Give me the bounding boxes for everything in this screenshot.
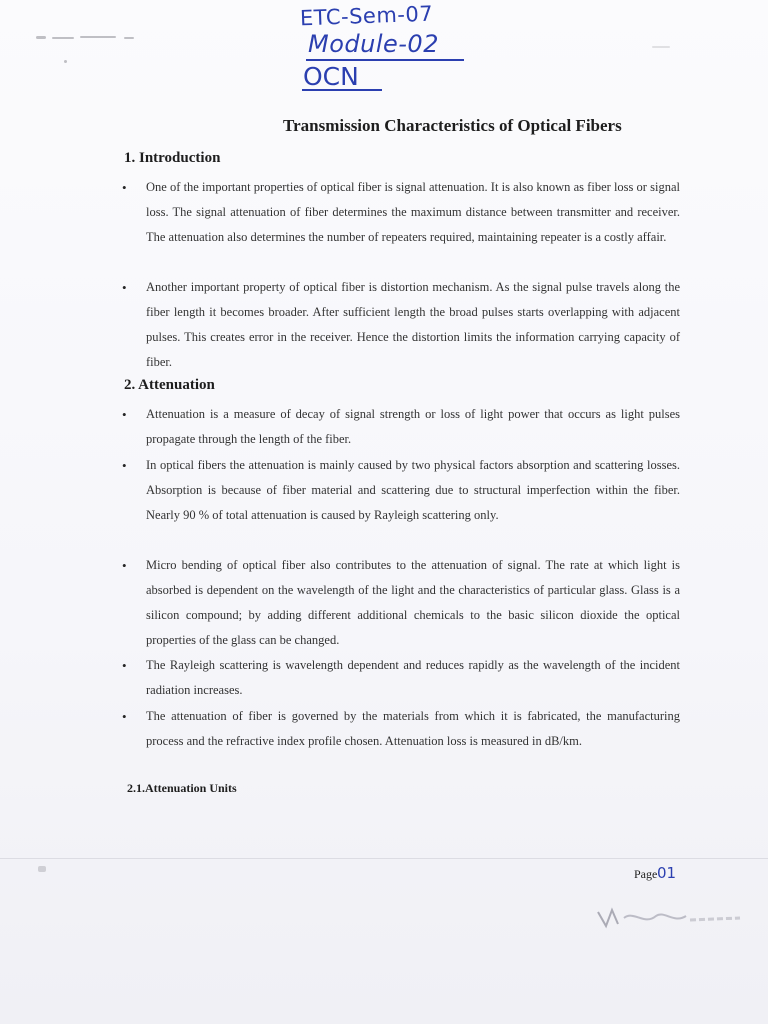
scan-smudge bbox=[38, 866, 46, 872]
scan-smudge bbox=[80, 36, 116, 38]
attenuation-paragraph-5: The attenuation of fiber is governed by the materials from which it is fabricated, the manufacturing process and the refractive index profile chosen. Attenuation loss is measured in dB/km. bbox=[146, 709, 680, 748]
bullet-marker: • bbox=[122, 558, 127, 573]
handwritten-underline bbox=[302, 89, 382, 91]
bullet-marker: • bbox=[122, 458, 127, 473]
scan-smudge bbox=[36, 36, 46, 39]
bullet-marker: • bbox=[122, 280, 127, 295]
scan-smudge bbox=[64, 60, 67, 63]
handwritten-page-number: 01 bbox=[657, 864, 677, 882]
scan-smudge bbox=[124, 37, 134, 39]
paper-fold-line bbox=[0, 858, 768, 859]
bullet-marker: • bbox=[122, 658, 127, 673]
section-heading-attenuation: 2. Attenuation bbox=[124, 377, 215, 393]
scan-smudge bbox=[652, 46, 670, 48]
bullet-marker: • bbox=[122, 180, 127, 195]
bullet-marker: • bbox=[122, 407, 127, 422]
intro-paragraph-1: One of the important properties of optical fiber is signal attenuation. It is also known as fiber loss or signal loss. The signal attenuation of fiber determines the maximum distance between transmitter and receiver. The attenuation also determines the number of repeaters required, maintaining repeater is a costly affair. bbox=[146, 180, 680, 244]
subsection-heading-attenuation-units: 2.1.Attenuation Units bbox=[127, 781, 237, 795]
attenuation-paragraph-2: In optical fibers the attenuation is mainly caused by two physical factors absorption and scattering losses. Absorption is because of fiber material and scattering due to structural imperfection within the fiber. Nearly 90 % of total attenuation is caused by Rayleigh scattering only. bbox=[146, 458, 680, 522]
page-number-label: Page bbox=[634, 867, 658, 881]
attenuation-paragraph-3: Micro bending of optical fiber also contributes to the attenuation of signal. The rate at which light is absorbed is dependent on the wavelength of the light and the characteristics of particular glass. Glass is a silicon compound; by adding different additional chemicals to the basic silicon dioxide the optical properties of the glass can be changed. bbox=[146, 558, 680, 647]
handwritten-underline bbox=[306, 59, 464, 61]
intro-paragraph-2: Another important property of optical fiber is distortion mechanism. As the signal pulse travels along the fiber length it becomes broader. After sufficient length the broad pulses starts overlapping with adjacent pulses. This creates error in the receiver. Hence the distortion limits the information carrying capacity of fiber. bbox=[146, 280, 680, 369]
handwritten-module: Module-02 bbox=[308, 30, 439, 58]
handwritten-subject: OCN bbox=[303, 62, 359, 91]
attenuation-paragraph-4: The Rayleigh scattering is wavelength dependent and reduces rapidly as the wavelength of the incident radiation increases. bbox=[146, 658, 680, 697]
attenuation-paragraph-1: Attenuation is a measure of decay of signal strength or loss of light power that occurs as light pulses propagate through the length of the fiber. bbox=[146, 407, 680, 446]
faded-signature-stamp bbox=[594, 904, 744, 932]
document-title: Transmission Characteristics of Optical Fibers bbox=[283, 116, 622, 135]
handwritten-course-code: ETC-Sem-07 bbox=[299, 1, 434, 31]
scan-smudge bbox=[52, 37, 74, 39]
bullet-marker: • bbox=[122, 709, 127, 724]
section-heading-introduction: 1. Introduction bbox=[124, 150, 221, 166]
